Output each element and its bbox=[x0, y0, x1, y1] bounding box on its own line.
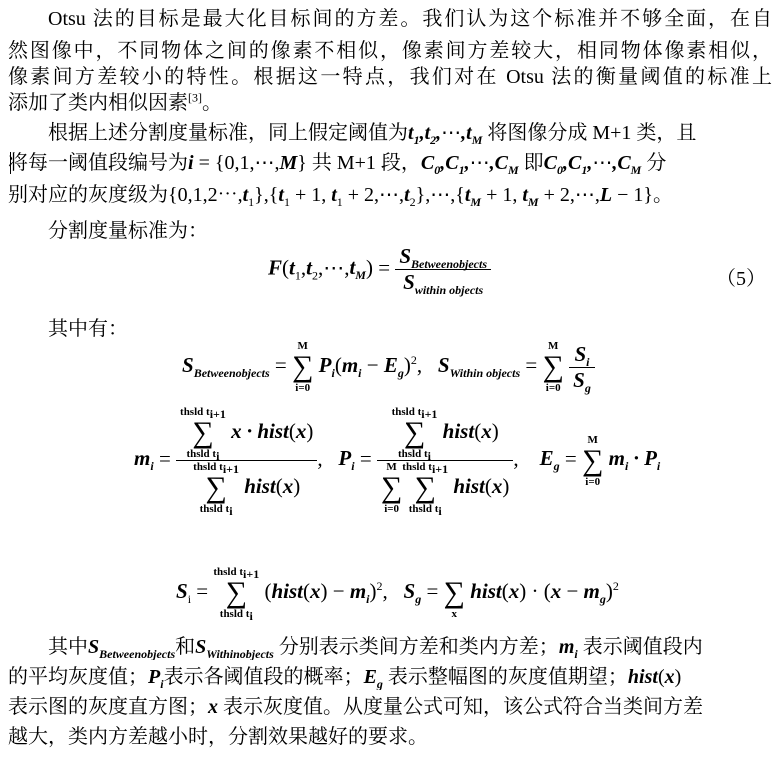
s-between-symbol: $S_{Betweenobjects}$ bbox=[88, 636, 176, 660]
s-within-symbol: $S_{Withinobjects}$ bbox=[195, 636, 274, 660]
para3-l2-b: 表示各阈值段的概率； bbox=[163, 666, 364, 688]
threshold-list: $t_1,t_2,\cdots,t_M$ bbox=[408, 122, 483, 146]
equation-m-p-e: $m_i$ = thsld $t_{i+1}$ ∑ thsld $t_i$ x · hist(x) thsld $t_{i+1}$ ∑ thsld $t_i$ hist(x) , $P_i$ = thsld $t_{i+1}$ ∑ thsld $t_i$ hist(x) M ∑ i=0 thsld $t_{i+1}$ ∑ thsld $t_i$ hist(x) , $E_g$ = M ∑ i=0 $m_i \cdot P_i$ bbox=[134, 406, 661, 519]
para1-line4-text: 添加了类内相似因素 bbox=[8, 92, 188, 114]
para1-line4 bbox=[8, 90, 772, 116]
equation-5: $F(t_1,t_2,\cdots,t_M)$ = $\frac{S_{Betweenobjects}}{S_{within objects}}$ bbox=[268, 244, 491, 295]
para3-l3-a: 表示图的灰度直方图； bbox=[8, 696, 208, 718]
para2-line1 bbox=[48, 120, 772, 146]
class-list-1: $C_0,C_1,\cdots,C_M$ bbox=[420, 152, 519, 176]
para3-line2: 的平均灰度值；$P_i$表示各阈值段的概率；$E_g$ 表示整幅图的灰度值期望；hist(x) bbox=[8, 666, 682, 690]
para3-line3 bbox=[8, 694, 772, 720]
gray-level-sets: $\{0,1,2\cdots,t_1\},\{t_1 + 1$, $t_1$ + $2,\cdots,t_2\},\cdots,\{t_M + 1$, $t_M$ + 2,⋯,L − 1} bbox=[168, 184, 653, 208]
equation-s-i-s-g: $S_i$ = thsld $t_{i+1}$ ∑ thsld $t_i$ (hist(x) − $m_i)^2$, $S_g$ = ∑ x hist(x) · $(x - m_g)^2$ bbox=[176, 566, 619, 624]
m-i-symbol: $m_i$ bbox=[558, 636, 578, 660]
segment-index-set: i = {0,1,⋯,M} bbox=[188, 152, 307, 174]
para3-l1-a: 其中 bbox=[48, 636, 88, 658]
para3-l3-b: 表示灰度值。从度量公式可知，该公式符合当类间方差 bbox=[223, 696, 703, 718]
para3-l1-b: 和 bbox=[175, 636, 196, 658]
para1-line2: 然图像中，不同物体之间的像素不相似，像素间方差较大，相同物体像素相似， bbox=[8, 40, 772, 62]
para2-line2 bbox=[8, 150, 772, 176]
among-label: 其中有： bbox=[48, 318, 128, 340]
equation-s-between-within: $S_{Betweenobjects}$ = M ∑ i=0 $P_i(m_i - E_g)^2$, $S_{Within objects}$ = M ∑ i=0 $\frac{S_i}{S_g}$ bbox=[182, 340, 595, 394]
e-g-symbol: $E_g$ bbox=[363, 666, 383, 690]
para3-l1-d: 表示阈值段内 bbox=[582, 636, 703, 658]
para1-line4-end: 。 bbox=[202, 92, 222, 114]
para1-line3: 像素间方差较小的特性。根据这一特点，我们对在 Otsu 法的衡量阈值的标准上 bbox=[8, 66, 772, 88]
para2-l2-text-c: 即 bbox=[523, 152, 544, 174]
hist-symbol: hist bbox=[627, 666, 658, 688]
para2-l1-text-a: 根据上述分割度量标准，同上假定阈值为 bbox=[48, 122, 408, 144]
para2-l2-text-b: 共 M+1 段， bbox=[311, 152, 421, 174]
para3-l1-c: 分别表示类间方差和类内方差； bbox=[278, 636, 559, 658]
class-list-2: $C_0,C_1,\cdots,C_M$ bbox=[543, 152, 642, 176]
para2-l2-text-d: 分 bbox=[646, 152, 667, 174]
para2-l2-text-a: 将每一阈值段编号为 bbox=[8, 152, 188, 174]
x-symbol: x bbox=[208, 696, 218, 718]
p-i-symbol: $P_i$ bbox=[148, 666, 164, 690]
para3-line4: 越大，类内方差越小时，分割效果越好的要求。 bbox=[8, 726, 428, 748]
para3-l2-c: 表示整幅图的灰度值期望； bbox=[387, 666, 628, 688]
measure-label: 分割度量标准为： bbox=[48, 220, 208, 242]
para3-line1 bbox=[48, 634, 772, 660]
equation-number: （5） bbox=[716, 268, 766, 290]
para2-l3-end: 。 bbox=[652, 184, 673, 206]
para2-line3 bbox=[8, 182, 772, 208]
para2-l3-text-a: 别对应的灰度级为 bbox=[8, 184, 168, 206]
para2-l1-text-b: 将图像分成 M+1 类，且 bbox=[487, 122, 697, 144]
para3-l2-a: 的平均灰度值； bbox=[8, 666, 148, 688]
reference-3[interactable]: [3] bbox=[188, 90, 202, 105]
para1-line1: Otsu 法的目标是最大化目标间的方差。我们认为这个标准并不够全面，在自 bbox=[48, 8, 772, 30]
